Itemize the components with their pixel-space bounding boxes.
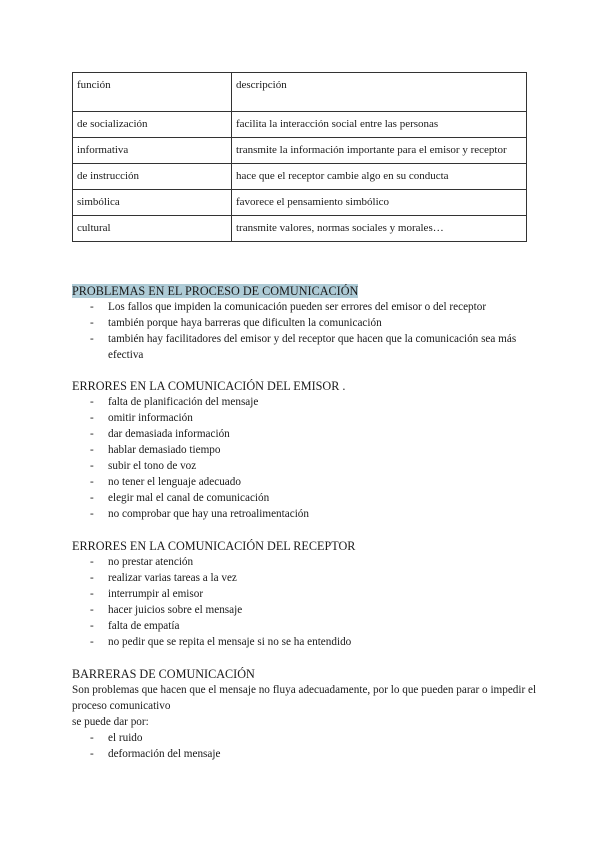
dash-marker: - (90, 460, 94, 472)
list-item-text: no prestar atención (108, 556, 194, 568)
list-item (72, 474, 542, 490)
list-item (72, 554, 542, 570)
dash-marker: - (90, 620, 94, 632)
list-item (72, 410, 542, 426)
highlighted-title: PROBLEMAS EN EL PROCESO DE COMUNICACIÓN (72, 284, 359, 298)
section-barriers (72, 666, 542, 762)
section-sender-errors (72, 378, 542, 522)
table-cell: favorece el pensamiento simbólico (232, 190, 527, 216)
dash-marker: - (90, 476, 94, 488)
list-item-text: interrumpir al emisor (108, 588, 204, 600)
list-item-text: hablar demasiado tiempo (108, 444, 221, 456)
list-item (72, 458, 542, 474)
dash-marker: - (90, 301, 94, 313)
dash-marker: - (90, 412, 94, 424)
table-row (73, 190, 527, 216)
table-cell: transmite la información importante para el emisor y receptor (232, 138, 527, 164)
dash-marker: - (90, 508, 94, 520)
dash-marker: - (90, 572, 94, 584)
list-item (72, 331, 542, 363)
list-item (72, 634, 542, 650)
dash-marker: - (90, 748, 94, 760)
functions-table (72, 72, 527, 242)
table-cell: facilita la interacción social entre las personas (232, 112, 527, 138)
table-cell: transmite valores, normas sociales y morales… (232, 216, 527, 242)
dash-marker: - (90, 444, 94, 456)
table-cell: de socialización (73, 112, 232, 138)
dash-marker: - (90, 636, 94, 648)
list-item-text: falta de empatía (108, 620, 180, 632)
table-header-row (73, 73, 527, 112)
list-item-text: omitir información (108, 412, 193, 424)
table-row (73, 112, 527, 138)
bullet-list (72, 394, 542, 522)
list-item (72, 506, 542, 522)
table-cell: de instrucción (73, 164, 232, 190)
table-row (73, 216, 527, 242)
list-item-text: elegir mal el canal de comunicación (108, 492, 270, 504)
table-header-cell: descripción (232, 73, 527, 112)
table-cell: hace que el receptor cambie algo en su conducta (232, 164, 527, 190)
table-row (73, 164, 527, 190)
list-item-text: también hay facilitadores del emisor y del receptor que hacen que la comunicación sea más efectiva (108, 333, 517, 361)
dash-marker: - (90, 396, 94, 408)
list-item-text: el ruido (108, 732, 143, 744)
list-item-text: hacer juicios sobre el mensaje (108, 604, 243, 616)
table-header-cell: función (73, 73, 232, 112)
dash-marker: - (90, 556, 94, 568)
list-item (72, 394, 542, 410)
table-cell: informativa (73, 138, 232, 164)
list-item (72, 570, 542, 586)
section-title (72, 283, 542, 299)
list-item (72, 618, 542, 634)
list-item-text: subir el tono de voz (108, 460, 197, 472)
bullet-list (72, 730, 542, 762)
list-item (72, 490, 542, 506)
list-item-text: no pedir que se repita el mensaje si no se ha entendido (108, 636, 352, 648)
list-item-text: también porque haya barreras que dificulten la comunicación (108, 317, 382, 329)
dash-marker: - (90, 732, 94, 744)
list-item (72, 442, 542, 458)
dash-marker: - (90, 604, 94, 616)
dash-marker: - (90, 317, 94, 329)
list-item (72, 730, 542, 746)
list-item (72, 426, 542, 442)
list-item (72, 602, 542, 618)
list-item (72, 586, 542, 602)
paragraph: se puede dar por: (72, 716, 149, 728)
dash-marker: - (90, 588, 94, 600)
list-item (72, 746, 542, 762)
list-item-text: realizar varias tareas a la vez (108, 572, 237, 584)
list-item-text: dar demasiada información (108, 428, 230, 440)
bullet-list (72, 554, 542, 650)
list-item-text: falta de planificación del mensaje (108, 396, 259, 408)
list-item-text: Los fallos que impiden la comunicación pueden ser errores del emisor o del receptor (108, 301, 487, 313)
dash-marker: - (90, 428, 94, 440)
list-item-text: no comprobar que hay una retroalimentación (108, 508, 309, 520)
section-problems (72, 283, 542, 363)
dash-marker: - (90, 492, 94, 504)
section-title: BARRERAS DE COMUNICACIÓN (72, 667, 255, 681)
list-item-text: deformación del mensaje (108, 748, 221, 760)
table-cell: cultural (73, 216, 232, 242)
paragraph: Son problemas que hacen que el mensaje no fluya adecuadamente, por lo que pueden parar o impedir el proceso comunicativo (72, 684, 537, 712)
list-item-text: no tener el lenguaje adecuado (108, 476, 241, 488)
table-cell: simbólica (73, 190, 232, 216)
table-row (73, 138, 527, 164)
list-item (72, 299, 542, 315)
section-title: ERRORES EN LA COMUNICACIÓN DEL EMISOR . (72, 379, 346, 393)
section-title: ERRORES EN LA COMUNICACIÓN DEL RECEPTOR (72, 539, 356, 553)
section-receiver-errors (72, 538, 542, 650)
dash-marker: - (90, 333, 94, 345)
bullet-list (72, 299, 542, 363)
list-item (72, 315, 542, 331)
